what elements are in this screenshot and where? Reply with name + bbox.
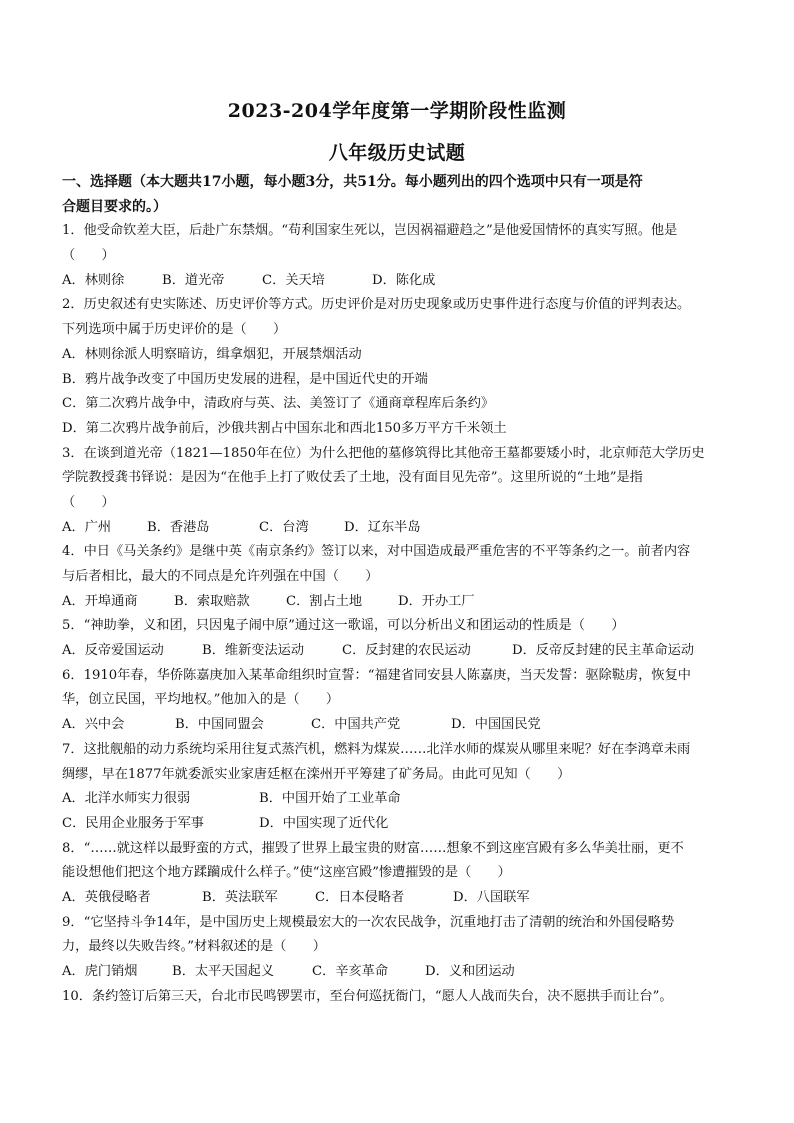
answer-option[interactable]: A．兴中会 xyxy=(62,717,125,733)
answer-option[interactable]: C．日本侵略者 xyxy=(315,889,405,905)
answer-option[interactable]: B．索取赔款 xyxy=(174,593,250,609)
question-text-line: 8．“……就这样以最野蛮的方式，摧毁了世界上最宝贵的财富……想象不到这座宫殿有多么华美壮丽，更不 xyxy=(62,840,684,856)
answer-option[interactable]: A．虎门销烟 xyxy=(62,964,138,979)
question-9 xyxy=(62,911,738,985)
exam-title: 2023-204学年度第一学期阶段性监测 xyxy=(227,100,567,122)
answer-option[interactable]: B．维新变法运动 xyxy=(202,643,305,659)
answer-option[interactable]: A．开埠通商 xyxy=(62,593,138,609)
answer-option[interactable]: C．辛亥革命 xyxy=(312,964,389,979)
answer-option[interactable]: D．开办工厂 xyxy=(398,593,475,609)
question-text-line: 6．1910年春，华侨陈嘉庚加入某革命组织时宣誓：“福建省同安县人陈嘉庚，当天发誓：驱除鞑虏，恢复中 xyxy=(62,667,691,683)
option-row xyxy=(62,417,738,442)
answer-option[interactable]: D．辽东半岛 xyxy=(344,519,421,535)
option-row xyxy=(62,713,738,738)
option-row xyxy=(62,269,738,294)
question-text-line: 能设想他们把这个地方蹂躏成什么样子。”使“这座宫殿”惨遭摧毁的是（ ） xyxy=(62,865,511,881)
question-3 xyxy=(62,442,738,541)
answer-option[interactable]: A．林则徐派人明察暗访，缉拿烟犯，开展禁烟活动 xyxy=(62,346,362,362)
question-text-line: 华，创立民国，平均地权。”他加入的是（ ） xyxy=(62,692,340,708)
question-text-line: 3．在谈到道光帝（1821—1850年在位）为什么把他的墓修筑得比其他帝王墓都要矮小时，北京师范大学历史 xyxy=(62,445,705,461)
answer-option[interactable]: D．第二次鸦片战争前后，沙俄共割占中国东北和西北150多万平方千米领土 xyxy=(62,420,507,436)
answer-option[interactable]: B．香港岛 xyxy=(147,519,210,535)
question-text-line: 力，最终以失败告终。”材料叙述的是（ ） xyxy=(62,939,326,955)
question-list xyxy=(62,219,738,1009)
section-heading-line-2: 合题目要求的。） xyxy=(62,198,167,215)
answer-option[interactable]: B．道光帝 xyxy=(162,272,225,288)
question-text-line: 5．“神助拳，义和团，只因鬼子闹中原”通过这一歌谣，可以分析出义和团运动的性质是（ ） xyxy=(62,618,625,634)
answer-option[interactable]: D．反帝反封建的民主革命运动 xyxy=(512,643,695,659)
question-text-line: （ ） xyxy=(62,494,115,510)
answer-option[interactable]: B．鸦片战争改变了中国历史发展的进程，是中国近代史的开端 xyxy=(62,371,428,387)
question-2 xyxy=(62,293,738,441)
question-10 xyxy=(62,985,738,1010)
answer-option[interactable]: C．民用企业服务于军事 xyxy=(62,815,204,831)
question-6 xyxy=(62,664,738,738)
question-text-line: 9．“它坚持斗争14年，是中国历史上规模最宏大的一次农民战争，沉重地打击了清朝的统治和外国侵略势 xyxy=(62,914,675,930)
answer-option[interactable]: C．关天培 xyxy=(262,272,325,288)
question-text-line: 4．中日《马关条约》是继中英《南京条约》签订以来，对中国造成最严重危害的不平等条约之一。前者内容 xyxy=(62,544,691,560)
question-text-line: 7．这批舰船的动力系统均采用往复式蒸汽机，燃料为煤炭……北洋水师的煤炭从哪里来呢？好在李鸿章未雨 xyxy=(62,741,691,757)
option-row xyxy=(62,960,738,985)
answer-option[interactable]: A．林则徐 xyxy=(62,272,125,288)
answer-option[interactable]: D．陈化成 xyxy=(372,272,436,288)
exam-subtitle: 八年级历史试题 xyxy=(328,142,466,164)
answer-option[interactable]: B．中国开始了工业革命 xyxy=(259,791,401,807)
question-text-line: 学院教授龚书铎说：是因为“在他手上打了败仗丢了土地，没有面目见先帝”。这里所说的“土地”是指 xyxy=(62,470,643,486)
question-text-line: 与后者相比，最大的不同点是允许列强在中国（ ） xyxy=(62,569,379,584)
answer-option[interactable]: A．英俄侵略者 xyxy=(62,889,151,905)
answer-option[interactable]: C．反封建的农民运动 xyxy=(342,643,471,659)
answer-option[interactable]: B．太平天国起义 xyxy=(172,964,275,979)
answer-option[interactable]: C．第二次鸦片战争中，清政府与英、法、美签订了《通商章程库后条约》 xyxy=(62,396,495,412)
answer-option[interactable]: A．北洋水师实力很弱 xyxy=(62,791,191,807)
answer-option[interactable]: C．台湾 xyxy=(259,519,309,535)
question-text-line: 下列选项中属于历史评价的是（ ） xyxy=(62,322,287,338)
option-row xyxy=(62,812,738,837)
option-row xyxy=(62,392,738,417)
question-1 xyxy=(62,219,738,293)
question-text-line: 2．历史叙述有史实陈述、历史评价等方式。历史评价是对历史现象或历史事件进行态度与价值的评判表达。 xyxy=(62,297,691,313)
question-8 xyxy=(62,837,738,911)
answer-option[interactable]: A．反帝爱国运动 xyxy=(62,643,164,659)
question-4 xyxy=(62,540,738,614)
question-text-line: 绸缪，早在1877年就委派实业家唐廷枢在滦州开平筹建了矿务局。由此可见知（ ） xyxy=(62,766,571,782)
option-row xyxy=(62,886,738,911)
option-row xyxy=(62,590,738,615)
answer-option[interactable]: D．八国联军 xyxy=(453,889,530,905)
option-row xyxy=(62,787,738,812)
option-row xyxy=(62,639,738,664)
answer-option[interactable]: D．义和团运动 xyxy=(425,964,515,979)
option-row xyxy=(62,368,738,393)
answer-option[interactable]: D．中国国民党 xyxy=(451,717,541,733)
option-row xyxy=(62,343,738,368)
answer-option[interactable]: B．中国同盟会 xyxy=(175,717,264,733)
answer-option[interactable]: C．割占土地 xyxy=(286,593,363,609)
question-text-line: 10．条约签订后第三天，台北市民鸣锣罢市，至台何巡抚衙门，“愿人人战而失台，决不愿拱手而让台”。 xyxy=(62,988,673,1004)
question-7 xyxy=(62,738,738,837)
option-row xyxy=(62,516,738,541)
section-heading-line-1: 一、选择题（本大题共17小题，每小题3分，共51分。每小题列出的四个选项中只有一项是符 xyxy=(62,174,643,190)
question-text-line: 1．他受命钦差大臣，后赴广东禁烟。“苟利国家生死以，岂因祸福避趋之”是他爱国情怀的真实写照。他是 xyxy=(62,223,678,239)
question-content xyxy=(62,170,738,1009)
question-text-line: （ ） xyxy=(62,248,115,264)
answer-option[interactable]: B．英法联军 xyxy=(202,889,278,905)
answer-option[interactable]: A．广州 xyxy=(62,519,112,535)
answer-option[interactable]: C．中国共产党 xyxy=(311,717,401,733)
answer-option[interactable]: D．中国实现了近代化 xyxy=(259,815,389,831)
question-5 xyxy=(62,614,738,663)
